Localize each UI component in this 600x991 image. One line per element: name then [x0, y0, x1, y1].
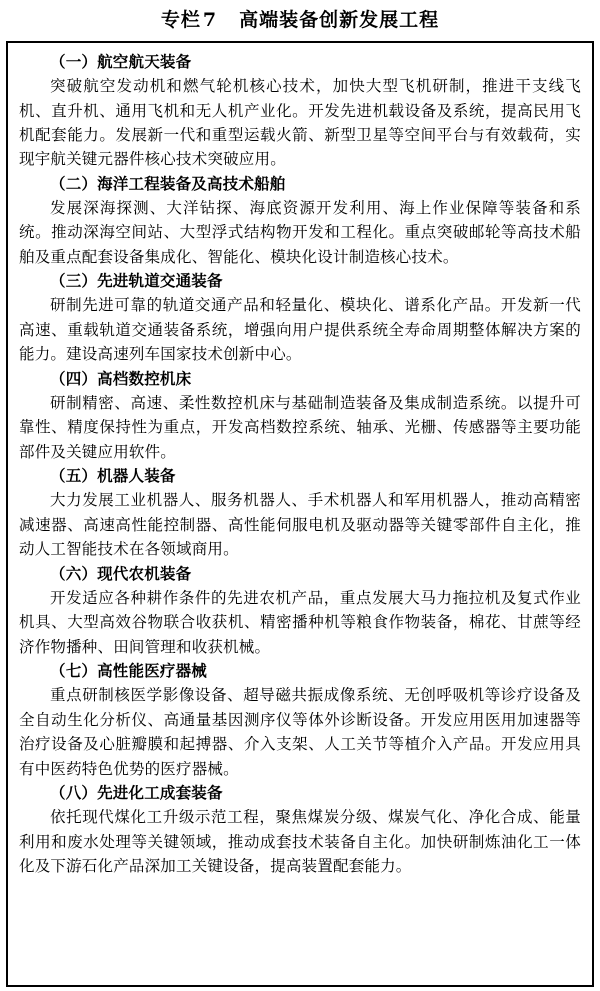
box-title-text: 高端装备创新发展工程 — [239, 9, 440, 31]
box-title — [0, 0, 600, 42]
section-body-7: 重点研制核医学影像设备、超导磁共振成像系统、无创呼吸机等诊疗设备及全自动生化分析仪、高通量基因测序仪等体外诊断设备。开发应用医用加速器等治疗设备及心脏瓣膜和起搏器、介入支架、人工关节等植介入产品。开发应用具有中医药特色优势的医疗器械。 — [19, 686, 581, 778]
section-heading-1: （一）航空航天装备 — [50, 52, 192, 71]
section-body-6: 开发适应各种耕作条件的先进农机产品，重点发展大马力拖拉机及复式作业机具、大型高效谷物联合收获机、精密播种机等粮食作物装备，棉花、甘蔗等经济作物播种、田间管理和收获机械。 — [19, 588, 581, 656]
section-body-8: 依托现代煤化工升级示范工程，聚焦煤炭分级、煤炭气化、净化合成、能量利用和废水处理等关键领域，推动成套技术装备自主化。加快研制炼油化工一体化及下游石化产品深加工关键设备，提高装置配套能力。 — [19, 808, 581, 876]
section-body-1: 突破航空发动机和燃气轮机核心技术，加快大型飞机研制，推进干支线飞机、直升机、通用飞机和无人机产业化。开发先进机载设备及系统，提高民用飞机配套能力。发展新一代和重型运载火箭、新型卫星等空间平台与有效载荷，实现宇航关键元器件核心技术突破应用。 — [19, 77, 581, 169]
section-heading-5: （五）机器人装备 — [50, 466, 176, 486]
section-heading-8: （八）先进化工成套装备 — [50, 783, 223, 803]
section-body-3: 研制先进可靠的轨道交通产品和轻量化、模块化、谱系化产品。开发新一代高速、重载轨道交通装备系统，增强向用户提供系统全寿命周期整体解决方案的能力。建设高速列车国家技术创新中心。 — [19, 296, 581, 364]
section-heading-7: （七）高性能医疗器械 — [50, 661, 208, 681]
content-frame — [6, 41, 594, 987]
section-heading-2: （二）海洋工程装备及高技术船舶 — [50, 173, 286, 193]
section-body-5: 大力发展工业机器人、服务机器人、手术机器人和军用机器人，推动高精密减速器、高速高性能控制器、高性能伺服电机及驱动器等关键零部件自主化，推动人工智能技术在各领域商用。 — [19, 491, 581, 559]
box-label: 专栏 — [160, 9, 201, 31]
section-heading-6: （六）现代农机装备 — [50, 563, 192, 583]
section-body-2: 发展深海探测、大洋钻探、海底资源开发利用、海上作业保障等装备和系统。推动深海空间站、大型浮式结构物开发和工程化。重点突破邮轮等高技术船舶及重点配套设备集成化、智能化、模块化设计制造核心技术。 — [19, 198, 581, 266]
section-heading-4: （四）高档数控机床 — [50, 368, 192, 388]
box-number: 7 — [202, 9, 218, 31]
section-heading-3: （三）先进轨道交通装备 — [50, 271, 223, 291]
section-body-4: 研制精密、高速、柔性数控机床与基础制造装备及集成制造系统。以提升可靠性、精度保持性为重点，开发高档数控系统、轴承、光栅、传感器等主要功能部件及关键应用软件。 — [19, 393, 581, 461]
